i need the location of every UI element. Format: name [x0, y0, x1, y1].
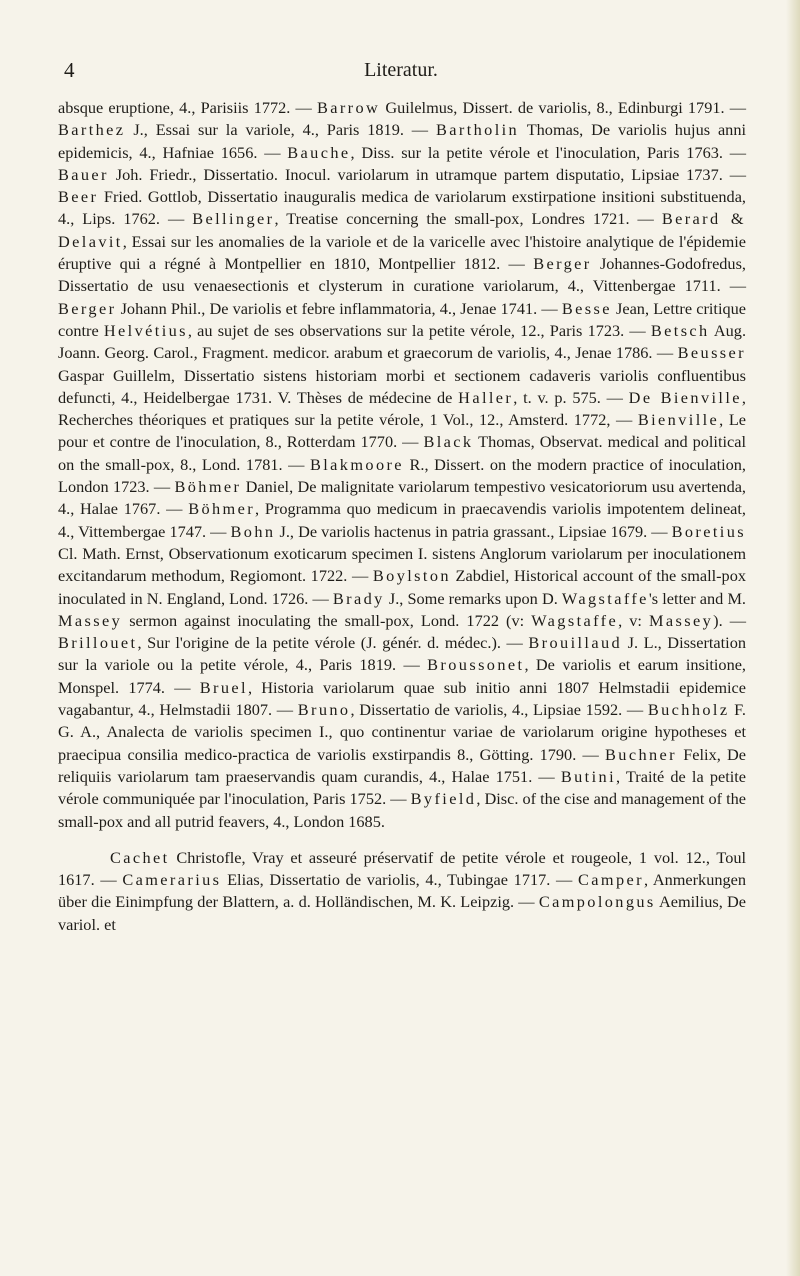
citation-text: , Treatise concerning the small-pox, Londres 1721. —	[274, 209, 662, 229]
citation-text: Elias, Dissertatio de variolis, 4., Tubingae 1717. —	[221, 870, 579, 890]
author-name: Wagstaffe	[531, 610, 619, 630]
author-name: Massey	[58, 610, 123, 630]
author-name: Massey	[649, 610, 714, 630]
citation-text: , au sujet de ses observations sur la petite vérole, 12., Paris 1723. —	[187, 320, 651, 340]
citation-text: J., De variolis hactenus in patria grassant., Lipsiae 1679. —	[275, 521, 672, 541]
author-name: Camper	[578, 870, 644, 890]
author-name: Berger	[58, 298, 117, 318]
author-name: Wagstaffe	[561, 588, 649, 608]
citation-text: Fried. Gottlob, Dissertatio inauguralis medica de variolarum exstirpatione insitioni substituenda, 4., Lips. 1762. —	[58, 187, 746, 229]
author-name: Byfield	[410, 789, 477, 809]
citation-text: Jean, Lettre critique contre	[58, 298, 746, 340]
author-name: Beusser	[677, 343, 746, 363]
citation-text: Johannes-Godofredus, Dissertatio de usu venaesectionis et clysterum in curatione variolarum, 4., Vittenbergae 1711. —	[58, 254, 746, 296]
page-edge-shading	[786, 0, 800, 1276]
author-name: Bienville	[637, 410, 720, 430]
author-name: Helvétius	[103, 320, 188, 340]
page-number: 4	[64, 58, 75, 82]
citation-text: J., Essai sur la variole, 4., Paris 1819. —	[125, 120, 436, 140]
citation-text: R., Dissert. on the modern practice of inoculation, London 1723. —	[58, 454, 746, 497]
author-name: Bauche	[287, 142, 351, 162]
author-name: Boretius	[671, 521, 746, 541]
author-name: Berard & Delavit	[58, 209, 746, 251]
citation-text: Guilelmus, Dissert. de variolis, 8., Edinburgi 1791. —	[380, 98, 746, 117]
author-name: Campolongus	[538, 892, 656, 912]
citation-text: , Anmerkungen über die Einimpfung der Blattern, a. d. Holländischen, M. K. Leipzig. —	[58, 870, 746, 912]
citation-text: , Le pour et contre de l'inoculation, 8., Rotterdam 1770. —	[58, 410, 746, 452]
author-name: Brady	[332, 588, 385, 608]
author-name: Bruno	[297, 700, 351, 720]
author-name: Cachet	[110, 847, 170, 867]
citation-text: Felix, De reliquiis variolarum tam praeservandis quam curandis, 4., Halae 1751. —	[58, 744, 746, 786]
citation-text: F. G. A., Analecta de variolis specimen I., quo continentur variae de variolarum origine hypotheses et praecipua consilia medico-practica de variolis exstirpandis 8., Götting. 1790. —	[58, 700, 746, 764]
citation-text: , Historia variolarum quae sub initio anni 1807 Helmstadii epidemice vagabantur, 4., Helmstadii 1807. —	[58, 677, 746, 720]
author-name: Böhmer	[188, 499, 256, 519]
citation-text: , Disc. of the cise and management of the small-pox and all putrid feavers, 4., London 1685.	[58, 789, 747, 831]
citation-text: 's letter and M.	[648, 588, 746, 608]
author-name: Brouillaud	[528, 633, 623, 653]
citation-text: , Programma quo medicum in praecavendis variolis impotentem delineat, 4., Vittembergae 1747. —	[58, 499, 746, 541]
author-name: Berger	[533, 254, 592, 274]
author-name: Broussonet	[427, 655, 525, 675]
citation-text: Thomas, De variolis hujus anni epidemicis, 4., Hafniae 1656. —	[58, 120, 746, 162]
citation-text: absque eruptione, 4., Parisiis 1772. —	[58, 98, 317, 117]
citation-text: , v:	[618, 610, 649, 630]
citation-text: , Sur l'origine de la petite vérole (J. génér. d. médec.). —	[137, 633, 529, 653]
citation-text: ). —	[713, 610, 746, 630]
author-name: Black	[423, 432, 474, 452]
citation-text: sermon against inoculating the small-pox, Lond. 1722 (v:	[122, 610, 532, 630]
author-name: Blakmoore	[309, 454, 404, 474]
citation-text: J. L., Dissertation sur la variole ou la petite vérole, 4., Paris 1819. —	[58, 633, 746, 675]
bibliography-paragraph	[58, 847, 746, 936]
citation-text: , Dissertatio de variolis, 4., Lipsiae 1592. —	[350, 700, 648, 720]
author-name: Barrow	[316, 98, 381, 117]
author-name: De Bienville	[628, 387, 742, 407]
citation-text: Aug. Joann. Georg. Carol., Fragment. medicor. arabum et graecorum de variolis, 4., Jenae 1786. —	[58, 320, 747, 363]
citation-text: Thomas, Observat. medical and political on the small-pox, 8., Lond. 1781. —	[58, 432, 746, 474]
citation-text: , Recherches théoriques et pratiques sur la petite vérole, 1 Vol., 12., Amsterd. 1772, —	[58, 387, 746, 430]
citation-text: , Diss. sur la petite vérole et l'inoculation, Paris 1763. —	[350, 142, 747, 162]
bibliography-text	[58, 97, 746, 936]
citation-text: Christofle, Vray et asseuré préservatif de petite vérole et rougeole, 1 vol. 12., Toul 1617. —	[58, 847, 746, 890]
author-name: Bauer	[58, 164, 109, 184]
bibliography-paragraph	[58, 97, 746, 833]
citation-text: , Traité de la petite vérole communiquée par l'inoculation, Paris 1752. —	[58, 766, 746, 809]
citation-text: Gaspar Guillelm, Dissertatio sistens historiam morbi et sectionem cadaveris variolis confluentibus defuncti, 4., Heidelbergae 1731. V. Thèses de médecine de	[58, 365, 746, 407]
author-name: Beer	[58, 187, 99, 207]
page-header	[56, 56, 746, 84]
citation-text: Cl. Math. Ernst, Observationum exoticarum specimen I. sistens Anglorum variolarum per inoculationem excitandarum methodum, Regiomont. 1722. —	[58, 543, 746, 586]
citation-text: Johann Phil., De variolis et febre inflammatoria, 4., Jenae 1741. —	[116, 298, 562, 318]
author-name: Buchholz	[647, 700, 730, 720]
author-name: Brillouet	[58, 633, 138, 653]
citation-text: J., Some remarks upon D.	[384, 588, 562, 608]
citation-text: , Essai sur les anomalies de la variole et de la varicelle avec l'histoire analytique de l'épidemie éruptive qui a régné à Montpellier en 1810, Montpellier 1812. —	[58, 231, 746, 274]
running-title: Literatur.	[364, 59, 438, 81]
author-name: Böhmer	[174, 477, 242, 497]
author-name: Betsch	[650, 320, 710, 340]
author-name: Butini	[560, 766, 616, 786]
author-name: Camerarius	[122, 870, 222, 890]
author-name: Bartholin	[436, 120, 520, 140]
author-name: Buchner	[605, 744, 677, 764]
author-name: Barthez	[58, 120, 126, 140]
author-name: Besse	[561, 298, 612, 318]
author-name: Bellinger	[192, 209, 275, 229]
author-name: Haller	[458, 387, 514, 407]
author-name: Bohn	[230, 521, 276, 541]
citation-text: Aemilius, De variol. et	[58, 892, 746, 934]
citation-text: , De variolis et earum insitione, Monspel. 1774. —	[58, 655, 747, 697]
citation-text: Joh. Friedr., Dissertatio. Inocul. variolarum in utramque partem disputatio, Lipsiae 1737. —	[108, 164, 746, 184]
author-name: Boylston	[372, 566, 451, 586]
citation-text: Zabdiel, Historical account of the small-pox inoculated in N. England, Lond. 1726. —	[58, 566, 746, 608]
citation-text: Daniel, De malignitate variolarum tempestivo vesicatoriorum usu avertenda, 4., Halae 1767. —	[58, 477, 747, 519]
author-name: Bruel	[199, 677, 248, 697]
citation-text: , t. v. p. 575. —	[513, 387, 629, 407]
